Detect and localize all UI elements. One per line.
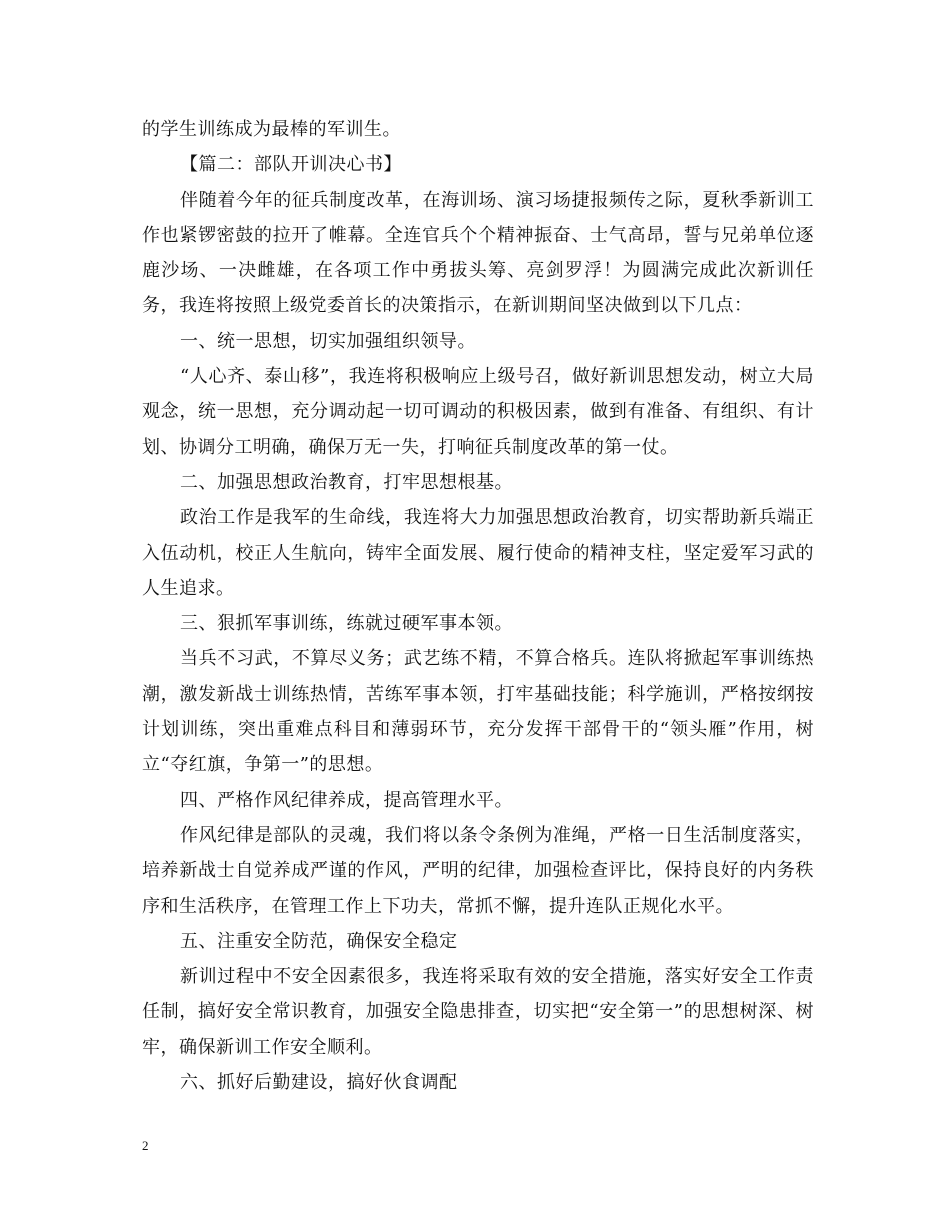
heading-point-2: 二、加强思想政治教育，打牢思想根基。 <box>180 471 513 493</box>
paragraph-point-2: 政治工作是我军的生命线，我连将大力加强思想政治教育，切实帮助新兵端正入伍动机，校正人生航向，铸牢全面发展、履行使命的精神支柱，坚定爱军习武的人生追求。 <box>142 507 814 599</box>
paragraph-continuation: 的学生训练成为最棒的军训生。 <box>142 119 401 140</box>
heading-point-4: 四、严格作风纪律养成，提高管理水平。 <box>180 789 513 811</box>
document-body <box>142 112 814 1100</box>
paragraph-point-3: 当兵不习武，不算尽义务；武艺练不精，不算合格兵。连队将掀起军事训练热潮，激发新战士训练热情，苦练军事本领，打牢基础技能；科学施训，严格按纲按计划训练，突出重难点科目和薄弱环节，充分发挥干部骨干的“领头雁”作用，树立“夺红旗，争第一”的思想。 <box>142 648 814 776</box>
paragraph-point-5: 新训过程中不安全因素很多，我连将采取有效的安全措施，落实好安全工作责任制，搞好安全常识教育，加强安全隐患排查，切实把“安全第一”的思想树深、树牢，确保新训工作安全顺利。 <box>142 966 814 1058</box>
section-heading-part-two: 【篇二：部队开训决心书】 <box>180 154 402 176</box>
heading-point-6: 六、抓好后勤建设，搞好伙食调配 <box>180 1072 458 1094</box>
heading-point-3: 三、狠抓军事训练，练就过硬军事本领。 <box>180 613 513 635</box>
paragraph-point-1: “人心齐、泰山移”，我连将积极响应上级号召，做好新训思想发动，树立大局观念，统一思想，充分调动起一切可调动的积极因素，做到有准备、有组织、有计划、协调分工明确，确保万无一失，打响征兵制度改革的第一仗。 <box>142 366 814 458</box>
page-number: 2 <box>142 1138 149 1153</box>
heading-point-1: 一、统一思想，切实加强组织领导。 <box>180 330 476 352</box>
paragraph-intro: 伴随着今年的征兵制度改革，在海训场、演习场捷报频传之际，夏秋季新训工作也紧锣密鼓的拉开了帷幕。全连官兵个个精神振奋、士气高昂，誓与兄弟单位逐鹿沙场、一决雌雄，在各项工作中勇拔头筹、亮剑罗浮！为圆满完成此次新训任务，我连将按照上级党委首长的决策指示，在新训期间坚决做到以下几点： <box>142 189 814 317</box>
paragraph-point-4: 作风纪律是部队的灵魂，我们将以条令条例为准绳，严格一日生活制度落实，培养新战士自觉养成严谨的作风，严明的纪律，加强检查评比，保持良好的内务秩序和生活秩序，在管理工作上下功夫，常抓不懈，提升连队正规化水平。 <box>142 824 814 917</box>
heading-point-5: 五、注重安全防范，确保安全稳定 <box>180 930 458 952</box>
